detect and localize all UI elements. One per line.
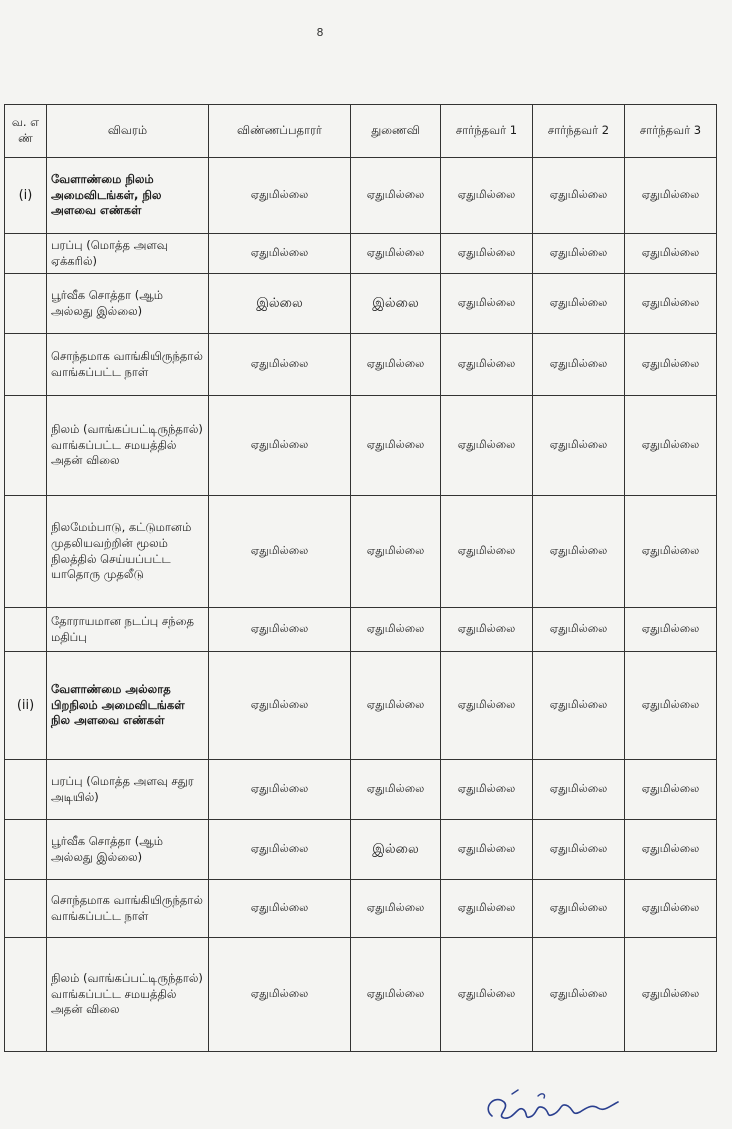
row-value: ஏதுமில்லை (533, 938, 625, 1052)
row-value: ஏதுமில்லை (351, 334, 441, 396)
row-value: ஏதுமில்லை (209, 158, 351, 234)
table-row (5, 396, 717, 496)
row-value: ஏதுமில்லை (351, 496, 441, 608)
page-number: 8 (316, 26, 324, 39)
row-description: பூர்வீக சொத்தா (ஆம் அல்லது இல்லை) (47, 274, 209, 334)
table-row (5, 234, 717, 274)
row-value: ஏதுமில்லை (533, 608, 625, 652)
row-value: ஏதுமில்லை (351, 760, 441, 820)
row-value: ஏதுமில்லை (441, 652, 533, 760)
table-row (5, 608, 717, 652)
table-body (5, 158, 717, 1052)
handwritten-signature-icon (474, 1086, 634, 1126)
row-description: பரப்பு (மொத்த அளவு சதுர அடியில்) (47, 760, 209, 820)
header-spouse: துணைவி (351, 105, 441, 158)
row-serial (5, 334, 47, 396)
header-dependent-1: சார்ந்தவர் 1 (441, 105, 533, 158)
table-row (5, 938, 717, 1052)
row-value: ஏதுமில்லை (209, 652, 351, 760)
row-value: ஏதுமில்லை (441, 608, 533, 652)
row-serial (5, 880, 47, 938)
row-value: ஏதுமில்லை (441, 396, 533, 496)
row-value: ஏதுமில்லை (441, 158, 533, 234)
row-value: ஏதுமில்லை (533, 652, 625, 760)
row-value: ஏதுமில்லை (625, 234, 717, 274)
table-row (5, 496, 717, 608)
row-value: ஏதுமில்லை (625, 334, 717, 396)
row-value: ஏதுமில்லை (351, 652, 441, 760)
row-value: ஏதுமில்லை (351, 938, 441, 1052)
row-serial (5, 274, 47, 334)
table-row (5, 334, 717, 396)
row-value: ஏதுமில்லை (351, 158, 441, 234)
assets-table (4, 104, 717, 1052)
row-value: ஏதுமில்லை (625, 880, 717, 938)
row-value: ஏதுமில்லை (351, 880, 441, 938)
row-value: ஏதுமில்லை (533, 820, 625, 880)
row-value: ஏதுமில்லை (209, 760, 351, 820)
row-value: ஏதுமில்லை (533, 158, 625, 234)
row-value: ஏதுமில்லை (625, 496, 717, 608)
row-serial: (ii) (5, 652, 47, 760)
row-value: இல்லை (351, 820, 441, 880)
row-value: ஏதுமில்லை (441, 820, 533, 880)
row-value: ஏதுமில்லை (351, 234, 441, 274)
row-description: நிலம் (வாங்கப்பட்டிருந்தால்) வாங்கப்பட்ட சமயத்தில் அதன் விலை (47, 396, 209, 496)
row-value: ஏதுமில்லை (209, 820, 351, 880)
row-value: ஏதுமில்லை (441, 334, 533, 396)
header-details: விவரம் (47, 105, 209, 158)
row-description: வேளாண்மை நிலம் அமைவிடங்கள், நில அளவை எண்கள் (47, 158, 209, 234)
row-value: ஏதுமில்லை (625, 820, 717, 880)
table-row (5, 652, 717, 760)
row-serial (5, 938, 47, 1052)
row-value: ஏதுமில்லை (209, 880, 351, 938)
header-row (5, 105, 717, 158)
row-value: ஏதுமில்லை (351, 608, 441, 652)
row-value: ஏதுமில்லை (441, 760, 533, 820)
row-value: ஏதுமில்லை (533, 234, 625, 274)
row-description: வேளாண்மை அல்லாத பிறநிலம் அமைவிடங்கள் நில அளவை எண்கள் (47, 652, 209, 760)
row-serial (5, 760, 47, 820)
row-value: ஏதுமில்லை (625, 760, 717, 820)
row-value: ஏதுமில்லை (533, 760, 625, 820)
row-value: ஏதுமில்லை (625, 396, 717, 496)
row-value: ஏதுமில்லை (441, 274, 533, 334)
row-value: ஏதுமில்லை (625, 274, 717, 334)
row-serial (5, 608, 47, 652)
row-description: நிலம் (வாங்கப்பட்டிருந்தால்) வாங்கப்பட்ட சமயத்தில் அதன் விலை (47, 938, 209, 1052)
row-description: பூர்வீக சொத்தா (ஆம் அல்லது இல்லை) (47, 820, 209, 880)
row-value: ஏதுமில்லை (209, 938, 351, 1052)
header-dependent-2: சார்ந்தவர் 2 (533, 105, 625, 158)
row-value: ஏதுமில்லை (209, 608, 351, 652)
row-value: ஏதுமில்லை (351, 396, 441, 496)
row-description: பரப்பு (மொத்த அளவு ஏக்கரில்) (47, 234, 209, 274)
row-value: ஏதுமில்லை (441, 880, 533, 938)
row-value: ஏதுமில்லை (533, 334, 625, 396)
row-serial (5, 496, 47, 608)
row-value: ஏதுமில்லை (533, 880, 625, 938)
row-value: ஏதுமில்லை (441, 938, 533, 1052)
table-row (5, 820, 717, 880)
row-value: இல்லை (351, 274, 441, 334)
table-row (5, 880, 717, 938)
row-value: ஏதுமில்லை (209, 496, 351, 608)
row-serial (5, 234, 47, 274)
row-value: ஏதுமில்லை (209, 396, 351, 496)
row-serial: (i) (5, 158, 47, 234)
row-value: ஏதுமில்லை (533, 496, 625, 608)
row-description: தோராயமான நடப்பு சந்தை மதிப்பு (47, 608, 209, 652)
row-serial (5, 396, 47, 496)
row-value: இல்லை (209, 274, 351, 334)
row-value: ஏதுமில்லை (625, 938, 717, 1052)
row-value: ஏதுமில்லை (209, 334, 351, 396)
row-value: ஏதுமில்லை (441, 496, 533, 608)
row-value: ஏதுமில்லை (441, 234, 533, 274)
header-dependent-3: சார்ந்தவர் 3 (625, 105, 717, 158)
header-serial: வ. எ ண் (5, 105, 47, 158)
table-row (5, 760, 717, 820)
row-value: ஏதுமில்லை (533, 396, 625, 496)
table-row (5, 158, 717, 234)
row-description: சொந்தமாக வாங்கியிருந்தால் வாங்கப்பட்ட நாள் (47, 334, 209, 396)
row-value: ஏதுமில்லை (625, 158, 717, 234)
row-serial (5, 820, 47, 880)
row-description: சொந்தமாக வாங்கியிருந்தால் வாங்கப்பட்ட நாள் (47, 880, 209, 938)
row-description: நிலமேம்பாடு, கட்டுமானம் முதலியவற்றின் மூலம் நிலத்தில் செய்யப்பட்ட யாதொரு முதலீடு (47, 496, 209, 608)
row-value: ஏதுமில்லை (209, 234, 351, 274)
row-value: ஏதுமில்லை (625, 608, 717, 652)
header-applicant: விண்ணப்பதாரர் (209, 105, 351, 158)
row-value: ஏதுமில்லை (625, 652, 717, 760)
table-row (5, 274, 717, 334)
row-value: ஏதுமில்லை (533, 274, 625, 334)
